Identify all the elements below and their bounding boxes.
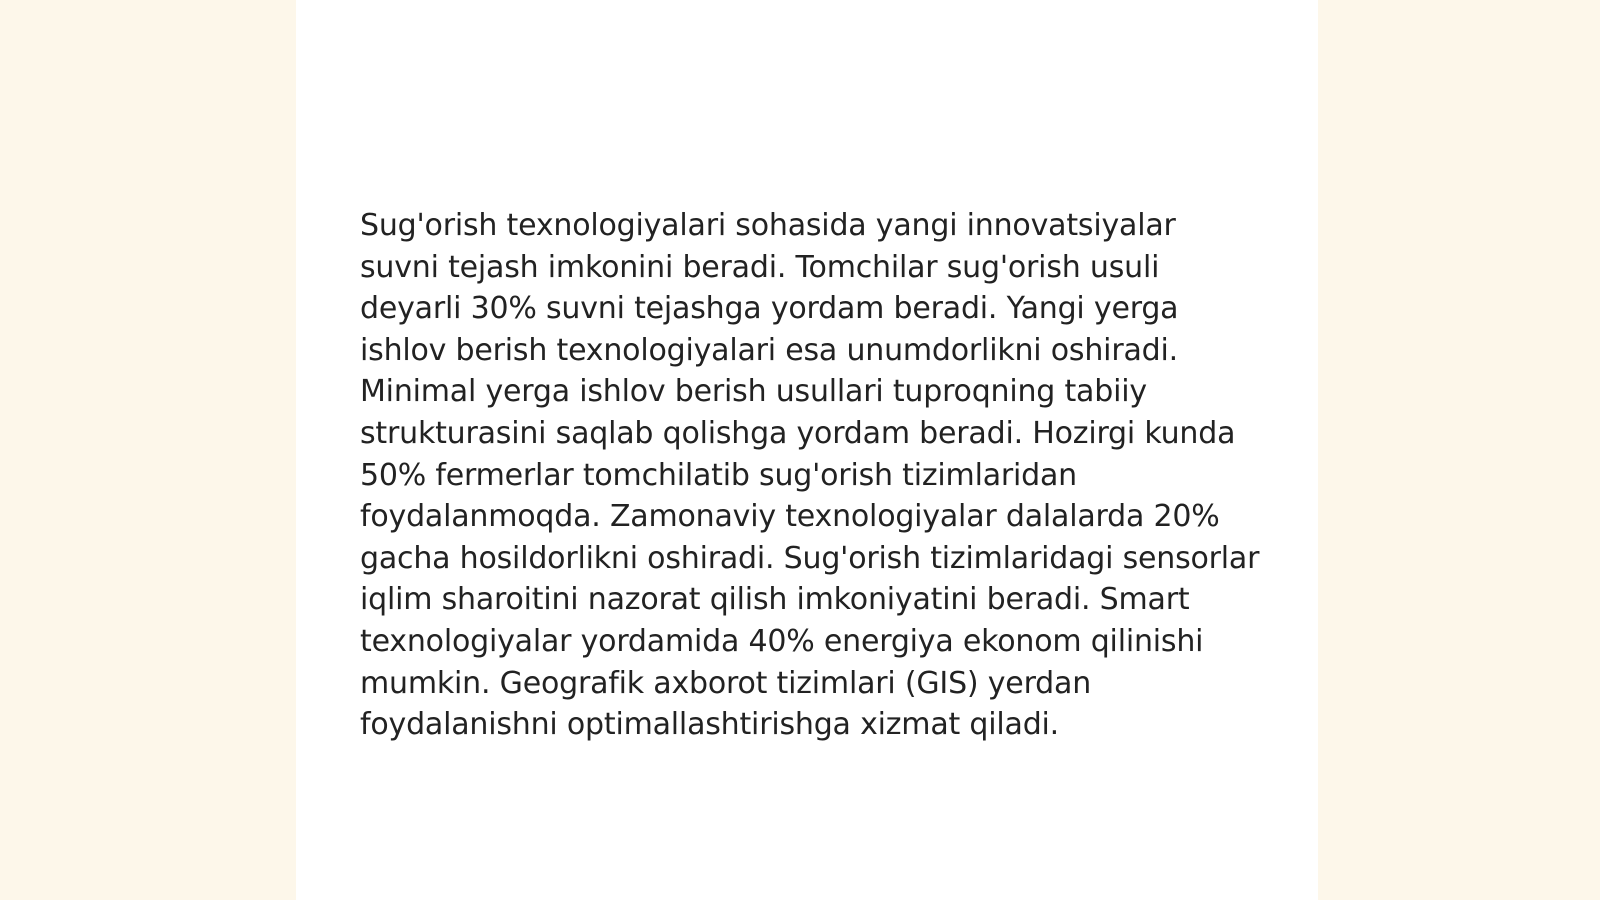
right-margin-background bbox=[1318, 0, 1600, 900]
body-paragraph: Sug'orish texnologiyalari sohasida yangi innovatsiyalar suvni tejash imkonini beradi. Tomchilar sug'orish usuli deyarli 30% suvni tejashga yordam beradi. Yangi yerga ishlov berish texnologiyalari esa unumdorlikni oshiradi. Minimal yerga ishlov berish usullari tuproqning tabiiy strukturasini saqlab qolishga yordam beradi. Hozirgi kunda 50% fermerlar tomchilatib sug'orish tizimlaridan foydalanmoqda. Zamonaviy texnologiyalar dalalarda 20% gacha hosildorlikni oshiradi. Sug'orish tizimlaridagi sensorlar iqlim sharoitini nazorat qilish imkoniyatini beradi. Smart texnologiyalar yordamida 40% energiya ekonom qilinishi mumkin. Geografik axborot tizimlari (GIS) yerdan foydalanishni optimallashtirishga xizmat qiladi. bbox=[360, 208, 1260, 743]
document-page bbox=[296, 0, 1318, 900]
left-margin-background bbox=[0, 0, 296, 900]
